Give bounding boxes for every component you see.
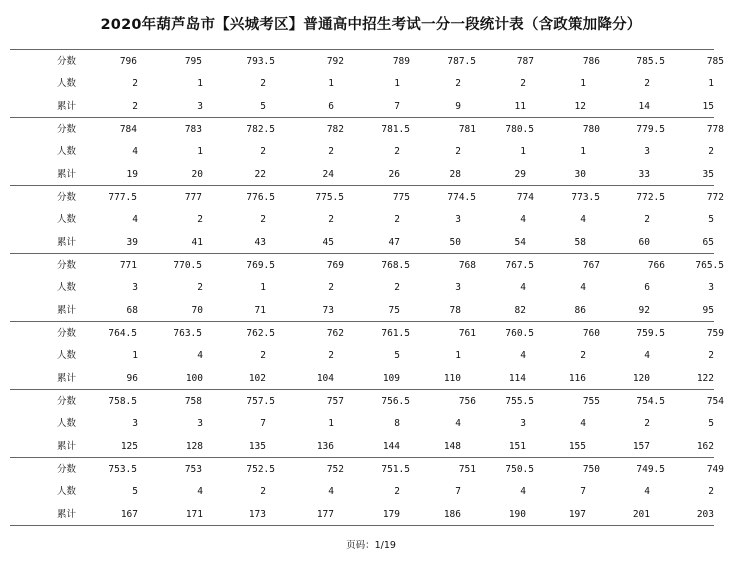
table-cell: 122	[696, 373, 714, 384]
table-cell: 775.5	[315, 192, 344, 203]
table-cell: 92	[638, 305, 650, 316]
table-cell: 39	[126, 237, 138, 248]
table-cell: 1	[197, 78, 203, 89]
table-cell: 65	[702, 237, 714, 248]
page-number: 页码：1/19	[346, 540, 396, 551]
table-cell: 5	[394, 350, 400, 361]
table-cell: 771	[119, 260, 137, 271]
table-cell: 770.5	[173, 260, 202, 271]
table-cell: 753.5	[108, 464, 137, 475]
table-cell: 764.5	[108, 328, 137, 339]
table-block	[10, 253, 724, 321]
cumulative-row	[10, 372, 714, 386]
table-cell: 774.5	[447, 192, 476, 203]
cumulative-row	[10, 168, 714, 182]
table-cell: 71	[254, 305, 266, 316]
table-cell: 148	[443, 441, 461, 452]
table-block	[10, 185, 724, 253]
table-block	[10, 457, 724, 526]
table-cell: 171	[185, 509, 203, 520]
count-row	[10, 417, 714, 431]
table-cell: 1	[455, 350, 461, 361]
table-cell: 2	[394, 146, 400, 157]
table-cell: 3	[520, 418, 526, 429]
table-cell: 2	[328, 214, 334, 225]
cumulative-row	[10, 508, 714, 522]
table-cell: 2	[520, 78, 526, 89]
table-cell: 768	[458, 260, 476, 271]
table-cell: 758.5	[108, 396, 137, 407]
row-label: 累计	[57, 373, 77, 384]
table-cell: 767.5	[505, 260, 534, 271]
table-cell: 1	[328, 78, 334, 89]
table-block	[10, 389, 724, 457]
table-cell: 758	[184, 396, 202, 407]
table-cell: 2	[455, 146, 461, 157]
table-cell: 4	[580, 418, 586, 429]
row-label: 人数	[57, 78, 77, 89]
table-cell: 757.5	[246, 396, 275, 407]
table-cell: 777	[184, 192, 202, 203]
row-label: 累计	[57, 101, 77, 112]
row-label: 人数	[57, 214, 77, 225]
table-cell: 4	[644, 486, 650, 497]
table-cell: 162	[696, 441, 714, 452]
table-cell: 128	[185, 441, 203, 452]
table-cell: 2	[260, 214, 266, 225]
score-row	[10, 123, 724, 137]
row-label: 人数	[57, 350, 77, 361]
table-cell: 763.5	[173, 328, 202, 339]
table-cell: 767	[582, 260, 600, 271]
table-cell: 7	[455, 486, 461, 497]
table-cell: 5	[708, 418, 714, 429]
table-cell: 778	[706, 124, 724, 135]
table-cell: 793.5	[246, 56, 275, 67]
table-cell: 4	[520, 486, 526, 497]
row-label: 累计	[57, 305, 77, 316]
table-cell: 4	[520, 214, 526, 225]
row-label: 人数	[57, 418, 77, 429]
table-cell: 773.5	[571, 192, 600, 203]
table-cell: 1	[260, 282, 266, 293]
table-cell: 2	[260, 486, 266, 497]
cumulative-row	[10, 304, 714, 318]
table-cell: 190	[508, 509, 526, 520]
table-cell: 5	[260, 101, 266, 112]
table-cell: 2	[132, 78, 138, 89]
table-cell: 19	[126, 169, 138, 180]
count-row	[10, 213, 714, 227]
table-cell: 2	[197, 282, 203, 293]
table-cell: 4	[328, 486, 334, 497]
table-cell: 5	[132, 486, 138, 497]
table-cell: 768.5	[381, 260, 410, 271]
table-cell: 760	[582, 328, 600, 339]
table-cell: 125	[120, 441, 138, 452]
table-cell: 2	[708, 146, 714, 157]
table-cell: 766	[647, 260, 665, 271]
table-cell: 796	[119, 56, 137, 67]
score-row	[10, 395, 724, 409]
table-cell: 754.5	[636, 396, 665, 407]
table-cell: 795	[184, 56, 202, 67]
table-cell: 2	[260, 350, 266, 361]
table-cell: 3	[455, 214, 461, 225]
table-cell: 177	[316, 509, 334, 520]
table-cell: 772.5	[636, 192, 665, 203]
row-label: 分数	[57, 464, 77, 475]
cumulative-row	[10, 100, 714, 114]
count-row	[10, 485, 714, 499]
table-cell: 4	[455, 418, 461, 429]
table-cell: 774	[516, 192, 534, 203]
table-cell: 24	[322, 169, 334, 180]
table-cell: 2	[580, 350, 586, 361]
table-cell: 785.5	[636, 56, 665, 67]
table-cell: 167	[120, 509, 138, 520]
table-cell: 2	[197, 214, 203, 225]
table-cell: 4	[644, 350, 650, 361]
table-cell: 29	[514, 169, 526, 180]
table-block	[10, 49, 724, 117]
row-label: 人数	[57, 282, 77, 293]
table-cell: 750	[582, 464, 600, 475]
row-label: 分数	[57, 260, 77, 271]
table-cell: 1	[708, 78, 714, 89]
table-cell: 26	[388, 169, 400, 180]
table-cell: 75	[388, 305, 400, 316]
table-cell: 772	[706, 192, 724, 203]
table-cell: 96	[126, 373, 138, 384]
table-cell: 775	[392, 192, 410, 203]
table-cell: 58	[574, 237, 586, 248]
table-cell: 765.5	[695, 260, 724, 271]
table-cell: 2	[644, 78, 650, 89]
table-cell: 4	[197, 350, 203, 361]
table-cell: 136	[316, 441, 334, 452]
count-row	[10, 145, 714, 159]
table-cell: 783	[184, 124, 202, 135]
table-cell: 43	[254, 237, 266, 248]
table-cell: 787	[516, 56, 534, 67]
table-cell: 789	[392, 56, 410, 67]
row-label: 分数	[57, 328, 77, 339]
table-cell: 785	[706, 56, 724, 67]
table-cell: 35	[702, 169, 714, 180]
table-cell: 2	[260, 146, 266, 157]
table-cell: 792	[326, 56, 344, 67]
table-cell: 54	[514, 237, 526, 248]
table-cell: 4	[132, 214, 138, 225]
table-cell: 135	[248, 441, 266, 452]
table-cell: 1	[328, 418, 334, 429]
table-cell: 102	[248, 373, 266, 384]
table-cell: 4	[197, 486, 203, 497]
table-cell: 3	[644, 146, 650, 157]
table-cell: 68	[126, 305, 138, 316]
table-cell: 751.5	[381, 464, 410, 475]
table-cell: 2	[394, 282, 400, 293]
table-cell: 151	[508, 441, 526, 452]
table-cell: 755	[582, 396, 600, 407]
score-row	[10, 463, 724, 477]
table-cell: 82	[514, 305, 526, 316]
table-cell: 100	[185, 373, 203, 384]
table-cell: 2	[708, 350, 714, 361]
table-cell: 759	[706, 328, 724, 339]
count-row	[10, 281, 714, 295]
table-cell: 762	[326, 328, 344, 339]
table-cell: 782.5	[246, 124, 275, 135]
table-cell: 776.5	[246, 192, 275, 203]
table-cell: 1	[580, 78, 586, 89]
table-cell: 749	[706, 464, 724, 475]
row-label: 累计	[57, 441, 77, 452]
table-cell: 60	[638, 237, 650, 248]
table-cell: 780	[582, 124, 600, 135]
table-cell: 179	[382, 509, 400, 520]
table-cell: 2	[708, 486, 714, 497]
table-cell: 3	[132, 418, 138, 429]
table-cell: 1	[197, 146, 203, 157]
table-cell: 197	[568, 509, 586, 520]
score-row	[10, 191, 724, 205]
table-cell: 12	[574, 101, 586, 112]
table-cell: 2	[328, 282, 334, 293]
score-row	[10, 259, 724, 273]
table-cell: 782	[326, 124, 344, 135]
table-cell: 11	[514, 101, 526, 112]
table-cell: 4	[580, 282, 586, 293]
table-cell: 3	[455, 282, 461, 293]
table-cell: 155	[568, 441, 586, 452]
count-row	[10, 349, 714, 363]
table-cell: 2	[328, 146, 334, 157]
row-label: 分数	[57, 124, 77, 135]
table-cell: 120	[632, 373, 650, 384]
table-cell: 14	[638, 101, 650, 112]
table-cell: 2	[455, 78, 461, 89]
table-cell: 28	[449, 169, 461, 180]
table-cell: 769.5	[246, 260, 275, 271]
table-cell: 779.5	[636, 124, 665, 135]
row-label: 累计	[57, 509, 77, 520]
table-cell: 2	[394, 214, 400, 225]
table-cell: 2	[644, 214, 650, 225]
table-cell: 73	[322, 305, 334, 316]
page-title: 2020年葫芦岛市【兴城考区】普通高中招生考试一分一段统计表（含政策加降分）	[100, 17, 642, 33]
table-cell: 2	[394, 486, 400, 497]
cumulative-row	[10, 236, 714, 250]
table-cell: 2	[328, 350, 334, 361]
table-cell: 9	[455, 101, 461, 112]
table-cell: 755.5	[505, 396, 534, 407]
table-cell: 786	[582, 56, 600, 67]
table-cell: 781	[458, 124, 476, 135]
table-cell: 762.5	[246, 328, 275, 339]
table-cell: 1	[520, 146, 526, 157]
table-cell: 47	[388, 237, 400, 248]
table-cell: 104	[316, 373, 334, 384]
table-cell: 50	[449, 237, 461, 248]
row-label: 分数	[57, 396, 77, 407]
table-cell: 116	[568, 373, 586, 384]
table-cell: 4	[132, 146, 138, 157]
table-cell: 7	[394, 101, 400, 112]
table-cell: 2	[644, 418, 650, 429]
table-cell: 752	[326, 464, 344, 475]
table-cell: 751	[458, 464, 476, 475]
table-cell: 33	[638, 169, 650, 180]
table-cell: 4	[580, 214, 586, 225]
table-cell: 203	[696, 509, 714, 520]
table-cell: 6	[328, 101, 334, 112]
table-cell: 70	[191, 305, 203, 316]
table-cell: 15	[702, 101, 714, 112]
table-cell: 5	[708, 214, 714, 225]
table-cell: 7	[260, 418, 266, 429]
table-cell: 781.5	[381, 124, 410, 135]
table-cell: 8	[394, 418, 400, 429]
table-cell: 41	[191, 237, 203, 248]
table-cell: 752.5	[246, 464, 275, 475]
table-cell: 78	[449, 305, 461, 316]
table-cell: 4	[520, 282, 526, 293]
table-cell: 7	[580, 486, 586, 497]
score-distribution-table	[10, 49, 724, 526]
table-cell: 3	[197, 101, 203, 112]
score-row	[10, 327, 724, 341]
table-cell: 2	[260, 78, 266, 89]
row-label: 分数	[57, 192, 77, 203]
table-cell: 784	[119, 124, 137, 135]
table-cell: 186	[443, 509, 461, 520]
row-label: 累计	[57, 237, 77, 248]
score-row	[10, 55, 724, 69]
table-cell: 22	[254, 169, 266, 180]
table-cell: 6	[644, 282, 650, 293]
table-cell: 3	[132, 282, 138, 293]
table-cell: 110	[443, 373, 461, 384]
table-cell: 86	[574, 305, 586, 316]
table-cell: 114	[508, 373, 526, 384]
table-cell: 1	[394, 78, 400, 89]
table-cell: 109	[382, 373, 400, 384]
table-cell: 750.5	[505, 464, 534, 475]
table-cell: 757	[326, 396, 344, 407]
row-label: 人数	[57, 146, 77, 157]
table-cell: 157	[632, 441, 650, 452]
row-label: 分数	[57, 56, 77, 67]
table-cell: 1	[580, 146, 586, 157]
row-label: 人数	[57, 486, 77, 497]
table-cell: 749.5	[636, 464, 665, 475]
table-cell: 3	[197, 418, 203, 429]
cumulative-row	[10, 440, 714, 454]
table-cell: 3	[708, 282, 714, 293]
table-cell: 4	[520, 350, 526, 361]
table-cell: 777.5	[108, 192, 137, 203]
table-cell: 761	[458, 328, 476, 339]
table-cell: 20	[191, 169, 203, 180]
table-cell: 45	[322, 237, 334, 248]
table-cell: 2	[132, 101, 138, 112]
table-cell: 754	[706, 396, 724, 407]
table-cell: 761.5	[381, 328, 410, 339]
table-cell: 753	[184, 464, 202, 475]
table-cell: 759.5	[636, 328, 665, 339]
table-cell: 201	[632, 509, 650, 520]
table-cell: 144	[382, 441, 400, 452]
table-cell: 756.5	[381, 396, 410, 407]
table-cell: 95	[702, 305, 714, 316]
table-cell: 1	[132, 350, 138, 361]
table-cell: 173	[248, 509, 266, 520]
count-row	[10, 77, 714, 91]
table-block	[10, 117, 724, 185]
row-label: 累计	[57, 169, 77, 180]
table-cell: 760.5	[505, 328, 534, 339]
table-cell: 787.5	[447, 56, 476, 67]
table-cell: 30	[574, 169, 586, 180]
table-cell: 780.5	[505, 124, 534, 135]
table-cell: 769	[326, 260, 344, 271]
table-cell: 756	[458, 396, 476, 407]
table-block	[10, 321, 724, 389]
